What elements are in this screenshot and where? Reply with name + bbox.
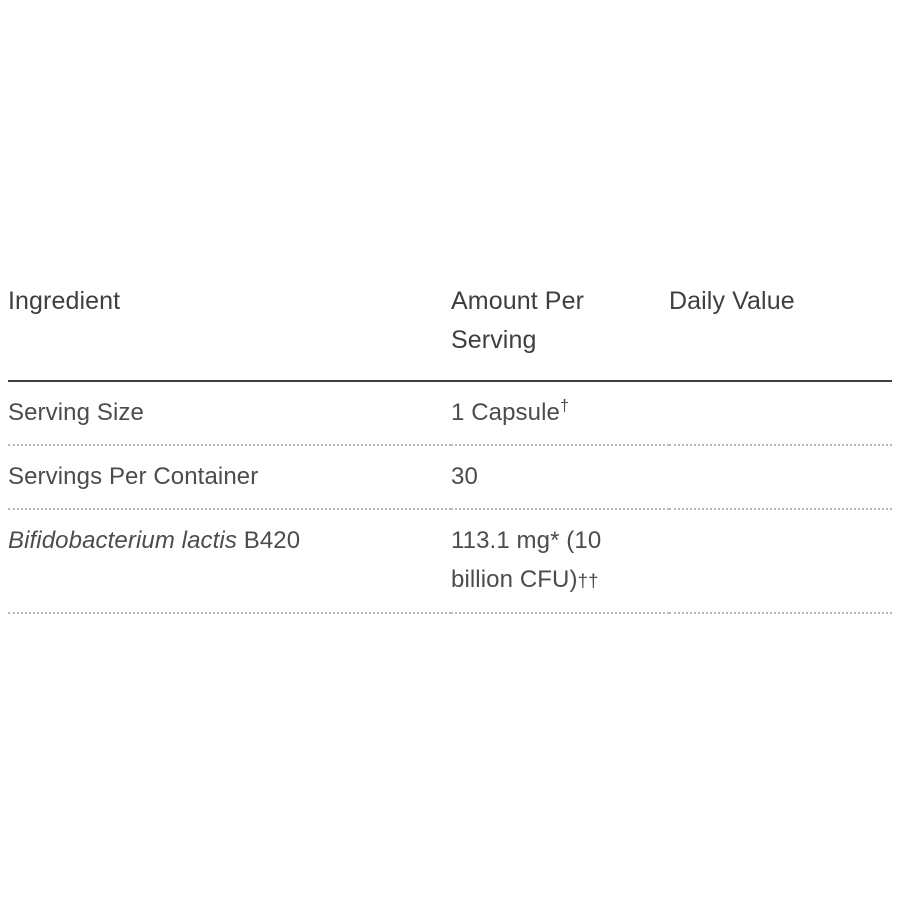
table-row — [8, 381, 892, 445]
ingredient-strain: B420 — [236, 527, 301, 554]
table-header-row — [8, 282, 892, 381]
cell-daily-value — [669, 445, 892, 509]
cell-amount — [451, 445, 669, 509]
column-header-ingredient: Ingredient — [8, 282, 451, 381]
column-header-amount-per-serving: Amount Per Serving — [451, 282, 669, 381]
ingredient-scientific-name: Bifidobacterium lactis — [8, 527, 237, 554]
ingredient-name: Servings Per Container — [8, 463, 259, 490]
cell-ingredient — [8, 445, 451, 509]
cell-amount — [451, 509, 669, 613]
table-row — [8, 445, 892, 509]
cell-daily-value — [669, 509, 892, 613]
footnote-marker: †† — [577, 570, 599, 591]
supplement-facts-table — [8, 282, 892, 614]
table-body — [8, 381, 892, 613]
table-header — [8, 282, 892, 381]
ingredient-name: Serving Size — [8, 399, 144, 426]
cell-ingredient — [8, 509, 451, 613]
cell-ingredient — [8, 381, 451, 445]
cell-amount — [451, 381, 669, 445]
amount-value: 30 — [451, 463, 478, 490]
footnote-marker: † — [559, 397, 570, 415]
amount-value: 113.1 mg* (10 billion CFU) — [451, 527, 602, 593]
table-row — [8, 509, 892, 613]
cell-daily-value — [669, 381, 892, 445]
column-header-daily-value: Daily Value — [669, 282, 892, 381]
amount-value: 1 Capsule — [451, 399, 560, 426]
